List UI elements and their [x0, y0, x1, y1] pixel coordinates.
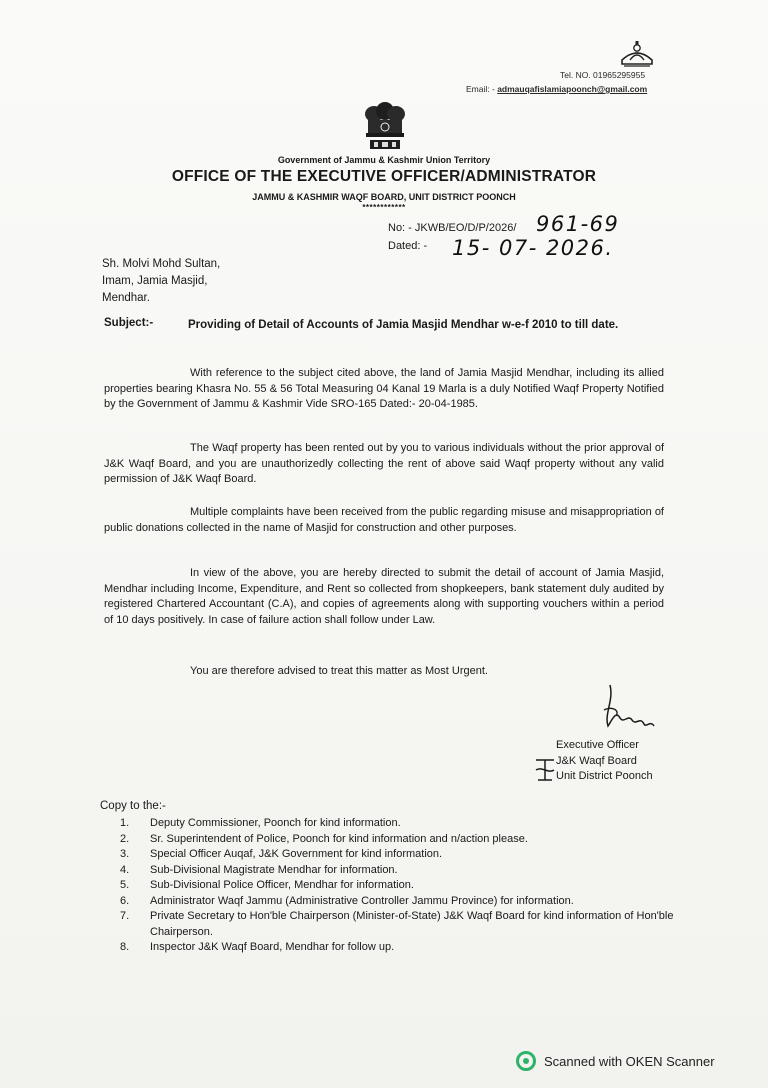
reference-dated-label: Dated: -: [388, 240, 428, 252]
body-paragraph-2: [104, 441, 664, 488]
email-line: [466, 84, 647, 94]
list-item: 4. Sub-Divisional Magistrate Mendhar for information.: [120, 863, 398, 876]
signatory-designation: Executive Officer: [556, 739, 639, 751]
reference-number-handwritten: 961-69: [536, 212, 620, 236]
body-paragraph-4-text: In view of the above, you are hereby directed to submit the detail of account of Jamia Masjid, Mendhar including Income, Expenditure, and Rent so collected from shopkeepers, bank statement duly audited by registered Chartered Accountant (C.A), and copies of agreements along with supporting vouchers within a period of 10 days positively. In case of failure action shall follow under Law.: [104, 567, 664, 626]
body-paragraph-5: You are therefore advised to treat this matter as Most Urgent.: [190, 665, 488, 677]
separator-stars: ************: [362, 203, 406, 212]
oken-scanner-icon: [516, 1051, 536, 1071]
list-item: 5. Sub-Divisional Police Officer, Mendhar for information.: [120, 879, 414, 891]
list-item: 2. Sr. Superintendent of Police, Poonch for kind information and n/action please.: [120, 832, 528, 845]
body-paragraph-1-text: With reference to the subject cited above, the land of Jamia Masjid Mendhar, including its allied properties bearing Khasra No. 55 & 56 Total Measuring 04 Kanal 19 Marla is a duly Notified Waqf Property Notified by the Government of Jammu & Kashmir Vide SRO-165 Dated:- 20-04-1985.: [104, 367, 664, 410]
copy-to-list: [120, 816, 680, 956]
email-address: admauqafislamiapoonch@gmail.com: [497, 84, 648, 94]
reference-date-handwritten: 15- 07- 2026.: [452, 236, 614, 260]
government-line: Government of Jammu & Kashmir Union Territory: [277, 155, 491, 165]
subject-label: Subject:-: [104, 317, 154, 329]
body-paragraph-3: [104, 505, 664, 536]
board-line: JAMMU & KASHMIR WAQF BOARD, UNIT DISTRICT POONCH: [252, 192, 516, 202]
addressee-name: Sh. Molvi Mohd Sultan,: [102, 258, 221, 270]
initials-mark-icon: [532, 756, 558, 784]
copy-to-title: Copy to the:-: [100, 800, 166, 812]
state-emblem-icon: [356, 100, 414, 154]
scanner-watermark: [516, 1051, 715, 1071]
body-paragraph-2-text: The Waqf property has been rented out by you to various individuals without the prior approval of J&K Waqf Board, and you are unauthorizedly collecting the rent of above said Waqf property without any valid permission of J&K Waqf Board.: [104, 442, 664, 485]
scanner-text: Scanned with OKEN Scanner: [544, 1053, 715, 1069]
body-paragraph-1: [104, 366, 664, 413]
addressee-designation: Imam, Jamia Masjid,: [102, 275, 208, 287]
body-paragraph-3-text: Multiple complaints have been received from the public regarding misuse and misappropriation of public donations collected in the name of Masjid for construction and other purposes.: [104, 506, 664, 534]
reference-number-label: No: - JKWB/EO/D/P/2026/: [388, 222, 517, 234]
list-item: 1. Deputy Commissioner, Poonch for kind information.: [120, 817, 401, 829]
body-paragraph-4: [104, 566, 664, 628]
office-title: OFFICE OF THE EXECUTIVE OFFICER/ADMINISTRATOR: [171, 168, 597, 185]
addressee-place: Mendhar.: [102, 292, 150, 304]
signatory-unit: Unit District Poonch: [556, 770, 653, 782]
list-item: 3. Special Officer Auqaf, J&K Government for kind information.: [120, 848, 443, 860]
addressee-block: [102, 256, 220, 307]
signature-block: [556, 738, 653, 785]
handwritten-signature: [590, 680, 660, 740]
subject-text: Providing of Detail of Accounts of Jamia Masjid Mendhar w-e-f 2010 to till date.: [188, 319, 619, 331]
list-item: 7. Private Secretary to Hon'ble Chairperson (Minister-of-State) J&K Waqf Board for kind information of Hon'ble Chairperson.: [120, 910, 674, 938]
list-item: 6. Administrator Waqf Jammu (Administrative Controller Jammu Province) for information.: [120, 894, 574, 907]
list-item: 8. Inspector J&K Waqf Board, Mendhar for follow up.: [120, 941, 395, 953]
signatory-organisation: J&K Waqf Board: [556, 754, 637, 767]
waqf-board-logo-icon: [618, 38, 656, 68]
email-label: Email: -: [466, 84, 495, 94]
telephone-number: Tel. NO. 01965295955: [560, 70, 646, 80]
